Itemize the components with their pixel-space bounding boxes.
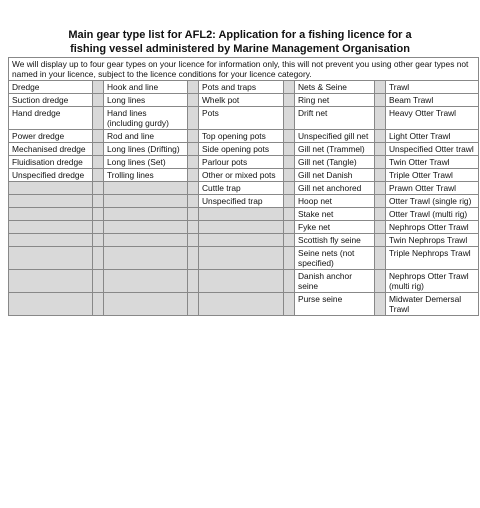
column-spacer: [284, 234, 295, 247]
table-cell: Cuttle trap: [199, 182, 284, 195]
table-cell: Long lines (Drifting): [104, 143, 188, 156]
table-cell: Hand lines (including gurdy): [104, 107, 188, 130]
column-spacer: [375, 107, 386, 130]
column-spacer: [375, 234, 386, 247]
table-cell: Side opening pots: [199, 143, 284, 156]
table-cell: [104, 208, 188, 221]
table-cell: [104, 270, 188, 293]
table-row: [9, 169, 479, 182]
title-line-2: fishing vessel administered by Marine Management Organisation: [70, 43, 410, 55]
column-spacer: [375, 156, 386, 169]
table-cell: Fluidisation dredge: [9, 156, 93, 169]
intro-text: We will display up to four gear types on your licence for information only, this will not prevent you using other gear types not named in your licence, subject to the licence conditions for your licence category.: [9, 58, 479, 81]
column-spacer: [188, 107, 199, 130]
table-cell: Otter Trawl (single rig): [386, 195, 479, 208]
column-spacer: [93, 293, 104, 316]
table-header-row: [9, 81, 479, 94]
table-cell: Unspecified gill net: [295, 130, 375, 143]
column-spacer: [375, 208, 386, 221]
column-spacer: [375, 169, 386, 182]
column-spacer: [284, 81, 295, 94]
column-spacer: [188, 247, 199, 270]
table-cell: Other or mixed pots: [199, 169, 284, 182]
table-row: [9, 182, 479, 195]
column-spacer: [284, 130, 295, 143]
table-cell: [199, 221, 284, 234]
table-cell: [9, 221, 93, 234]
table-cell: Long lines: [104, 94, 188, 107]
table-cell: [9, 234, 93, 247]
column-spacer: [188, 208, 199, 221]
table-cell: [199, 293, 284, 316]
table-cell: Whelk pot: [199, 94, 284, 107]
table-cell: Power dredge: [9, 130, 93, 143]
table-cell: Purse seine: [295, 293, 375, 316]
table-cell: Gill net (Tangle): [295, 156, 375, 169]
column-spacer: [188, 182, 199, 195]
column-spacer: [93, 247, 104, 270]
column-spacer: [284, 221, 295, 234]
table-row: [9, 156, 479, 169]
table-cell: Fyke net: [295, 221, 375, 234]
column-spacer: [188, 130, 199, 143]
table-cell: [199, 234, 284, 247]
table-cell: [199, 247, 284, 270]
column-spacer: [188, 81, 199, 94]
column-spacer: [284, 270, 295, 293]
column-spacer: [188, 293, 199, 316]
column-spacer: [375, 182, 386, 195]
column-spacer: [375, 81, 386, 94]
gear-type-table: [8, 57, 479, 316]
column-header: Trawl: [386, 81, 479, 94]
table-cell: Gill net Danish: [295, 169, 375, 182]
column-spacer: [188, 143, 199, 156]
table-cell: [104, 293, 188, 316]
table-row: [9, 130, 479, 143]
column-spacer: [284, 94, 295, 107]
column-spacer: [93, 143, 104, 156]
table-cell: Parlour pots: [199, 156, 284, 169]
column-spacer: [93, 94, 104, 107]
table-row: [9, 94, 479, 107]
table-row: [9, 143, 479, 156]
column-spacer: [188, 221, 199, 234]
table-cell: Scottish fly seine: [295, 234, 375, 247]
table-cell: Suction dredge: [9, 94, 93, 107]
column-spacer: [375, 270, 386, 293]
table-row: [9, 208, 479, 221]
table-cell: Beam Trawl: [386, 94, 479, 107]
column-spacer: [375, 195, 386, 208]
table-row: [9, 234, 479, 247]
table-cell: Pots: [199, 107, 284, 130]
column-spacer: [188, 234, 199, 247]
column-spacer: [284, 143, 295, 156]
column-spacer: [375, 143, 386, 156]
title-line-1: Main gear type list for AFL2: Application for a fishing licence for a: [68, 29, 412, 41]
column-spacer: [284, 169, 295, 182]
table-cell: Hand dredge: [9, 107, 93, 130]
column-spacer: [284, 247, 295, 270]
column-spacer: [93, 195, 104, 208]
table-row: [9, 293, 479, 316]
column-spacer: [375, 130, 386, 143]
table-cell: [104, 182, 188, 195]
table-cell: [9, 270, 93, 293]
table-cell: Midwater Demersal Trawl: [386, 293, 479, 316]
table-cell: Gill net anchored: [295, 182, 375, 195]
table-cell: Heavy Otter Trawl: [386, 107, 479, 130]
table-cell: Seine nets (not specified): [295, 247, 375, 270]
table-row: [9, 270, 479, 293]
table-cell: Unspecified Otter trawl: [386, 143, 479, 156]
column-spacer: [93, 156, 104, 169]
table-cell: [9, 182, 93, 195]
column-spacer: [284, 208, 295, 221]
column-spacer: [93, 130, 104, 143]
table-cell: Trolling lines: [104, 169, 188, 182]
table-cell: Mechanised dredge: [9, 143, 93, 156]
table-cell: Danish anchor seine: [295, 270, 375, 293]
table-cell: Rod and line: [104, 130, 188, 143]
column-spacer: [93, 182, 104, 195]
column-spacer: [188, 169, 199, 182]
table-cell: [104, 247, 188, 270]
table-cell: [9, 247, 93, 270]
table-cell: Top opening pots: [199, 130, 284, 143]
table-cell: Gill net (Trammel): [295, 143, 375, 156]
table-cell: Unspecified trap: [199, 195, 284, 208]
column-spacer: [284, 182, 295, 195]
table-row: [9, 195, 479, 208]
table-cell: [9, 293, 93, 316]
table-cell: [9, 195, 93, 208]
column-spacer: [375, 94, 386, 107]
column-spacer: [284, 195, 295, 208]
table-cell: Prawn Otter Trawl: [386, 182, 479, 195]
column-spacer: [284, 107, 295, 130]
table-cell: Drift net: [295, 107, 375, 130]
table-cell: [104, 195, 188, 208]
table-cell: Long lines (Set): [104, 156, 188, 169]
table-cell: [104, 221, 188, 234]
column-spacer: [284, 293, 295, 316]
table-cell: Ring net: [295, 94, 375, 107]
table-cell: Triple Nephrops Trawl: [386, 247, 479, 270]
column-spacer: [93, 107, 104, 130]
column-header: Pots and traps: [199, 81, 284, 94]
column-spacer: [93, 169, 104, 182]
table-cell: Twin Otter Trawl: [386, 156, 479, 169]
column-spacer: [93, 208, 104, 221]
column-spacer: [188, 94, 199, 107]
column-header: Nets & Seine: [295, 81, 375, 94]
column-spacer: [93, 234, 104, 247]
column-spacer: [188, 156, 199, 169]
column-spacer: [188, 195, 199, 208]
column-spacer: [375, 293, 386, 316]
column-header: Dredge: [9, 81, 93, 94]
column-spacer: [284, 156, 295, 169]
table-row: [9, 247, 479, 270]
table-cell: Nephrops Otter Trawl: [386, 221, 479, 234]
table-cell: [199, 270, 284, 293]
table-cell: Light Otter Trawl: [386, 130, 479, 143]
table-cell: Triple Otter Trawl: [386, 169, 479, 182]
column-spacer: [375, 247, 386, 270]
column-spacer: [93, 270, 104, 293]
document-title: [0, 28, 480, 56]
table-cell: Twin Nephrops Trawl: [386, 234, 479, 247]
table-cell: [199, 208, 284, 221]
table-cell: Unspecified dredge: [9, 169, 93, 182]
table-cell: Nephrops Otter Trawl (multi rig): [386, 270, 479, 293]
table-row: [9, 107, 479, 130]
table-cell: Stake net: [295, 208, 375, 221]
column-spacer: [375, 221, 386, 234]
table-cell: Hoop net: [295, 195, 375, 208]
column-header: Hook and line: [104, 81, 188, 94]
column-spacer: [93, 81, 104, 94]
column-spacer: [93, 221, 104, 234]
column-spacer: [188, 270, 199, 293]
table-row: [9, 221, 479, 234]
table-cell: [9, 208, 93, 221]
table-cell: [104, 234, 188, 247]
table-cell: Otter Trawl (multi rig): [386, 208, 479, 221]
